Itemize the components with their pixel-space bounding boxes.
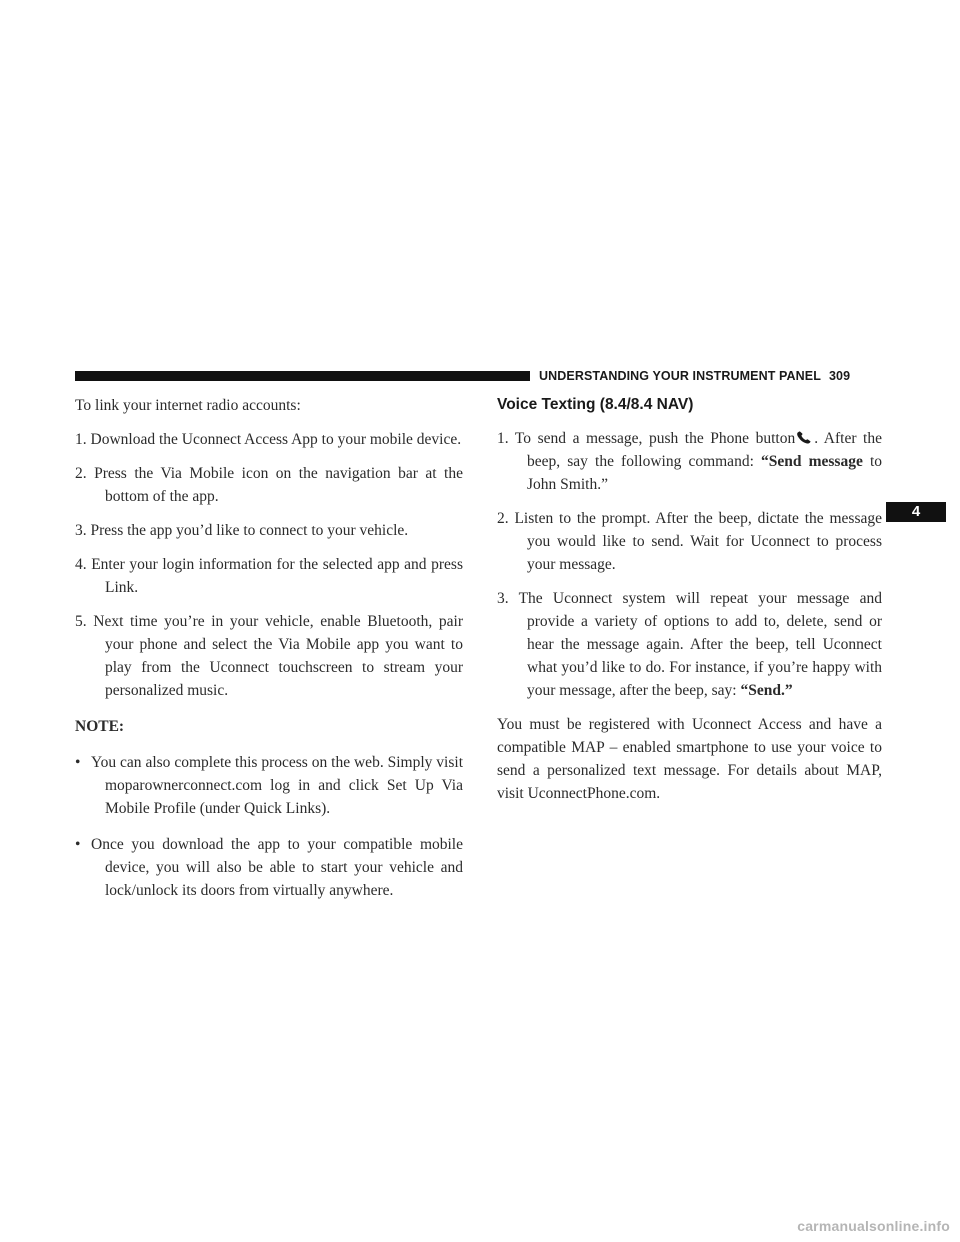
step-1: 1. Download the Uconnect Access App to your mobile device. [75, 431, 462, 448]
step-4: 4. Enter your login information for the selected app and press Link. [75, 556, 463, 596]
note-bullet-1 [75, 751, 463, 820]
step-3: 3. Press the app you’d like to connect to your vehicle. [75, 522, 409, 539]
section-title: UNDERSTANDING YOUR INSTRUMENT PANEL [539, 369, 821, 383]
closing-paragraph: You must be registered with Uconnect Access and have a compatible MAP – enabled smartphone to use your voice to send a personalized text message. For details about MAP, visit UconnectPhone.com. [497, 716, 882, 802]
page-number: 309 [828, 369, 851, 383]
right-column [497, 394, 882, 805]
intro-text: To link your internet radio accounts: [75, 397, 301, 414]
bullet-dot: • [75, 836, 81, 853]
watermark: carmanualsonline.info [797, 1218, 950, 1234]
send-command: “Send.” [740, 682, 793, 699]
send-message-command: “Send message [760, 453, 863, 470]
voice-step-2: 2. Listen to the prompt. After the beep, dictate the message you would like to send. Wait for Uconnect to process your message. [497, 510, 882, 573]
voice-step-3-text: 3. The Uconnect system will repeat your message and provide a variety of options to add to, delete, send or hear the message again. After the beep, tell Uconnect what you’d like to do. For instance, if you’re happy with your message, after the beep, say: [497, 590, 882, 699]
voice-step-3 [497, 587, 882, 702]
bullet-dot: • [75, 754, 81, 771]
voice-step-1 [497, 427, 882, 496]
phone-icon [796, 431, 812, 444]
voice-step-1-text: 1. To send a message, push the Phone button [497, 430, 796, 447]
note-label: NOTE: [75, 718, 125, 735]
chapter-tab: 4 [886, 502, 946, 522]
note-2-text: Once you download the app to your compatible mobile device, you will also be able to start your vehicle and lock/unlock its doors from virtually anywhere. [91, 836, 463, 899]
step-2: 2. Press the Via Mobile icon on the navigation bar at the bottom of the app. [75, 465, 463, 505]
running-header [539, 369, 850, 383]
note-1-text: You can also complete this process on the web. Simply visit moparownerconnect.com log in and click Set Up Via Mobile Profile (under Quick Links). [91, 754, 463, 817]
note-bullet-2 [75, 833, 463, 902]
voice-step-1-cont: . After the beep, say the following command: [527, 430, 882, 470]
left-column [75, 394, 463, 902]
voice-step-1-tail: to John Smith.” [527, 453, 882, 493]
header-rule [75, 371, 530, 381]
section-heading: Voice Texting (8.4/8.4 NAV) [497, 396, 694, 413]
step-5: 5. Next time you’re in your vehicle, enable Bluetooth, pair your phone and select the Via Mobile app you want to play from the Uconnect touchscreen to stream your personalized music. [75, 613, 463, 699]
